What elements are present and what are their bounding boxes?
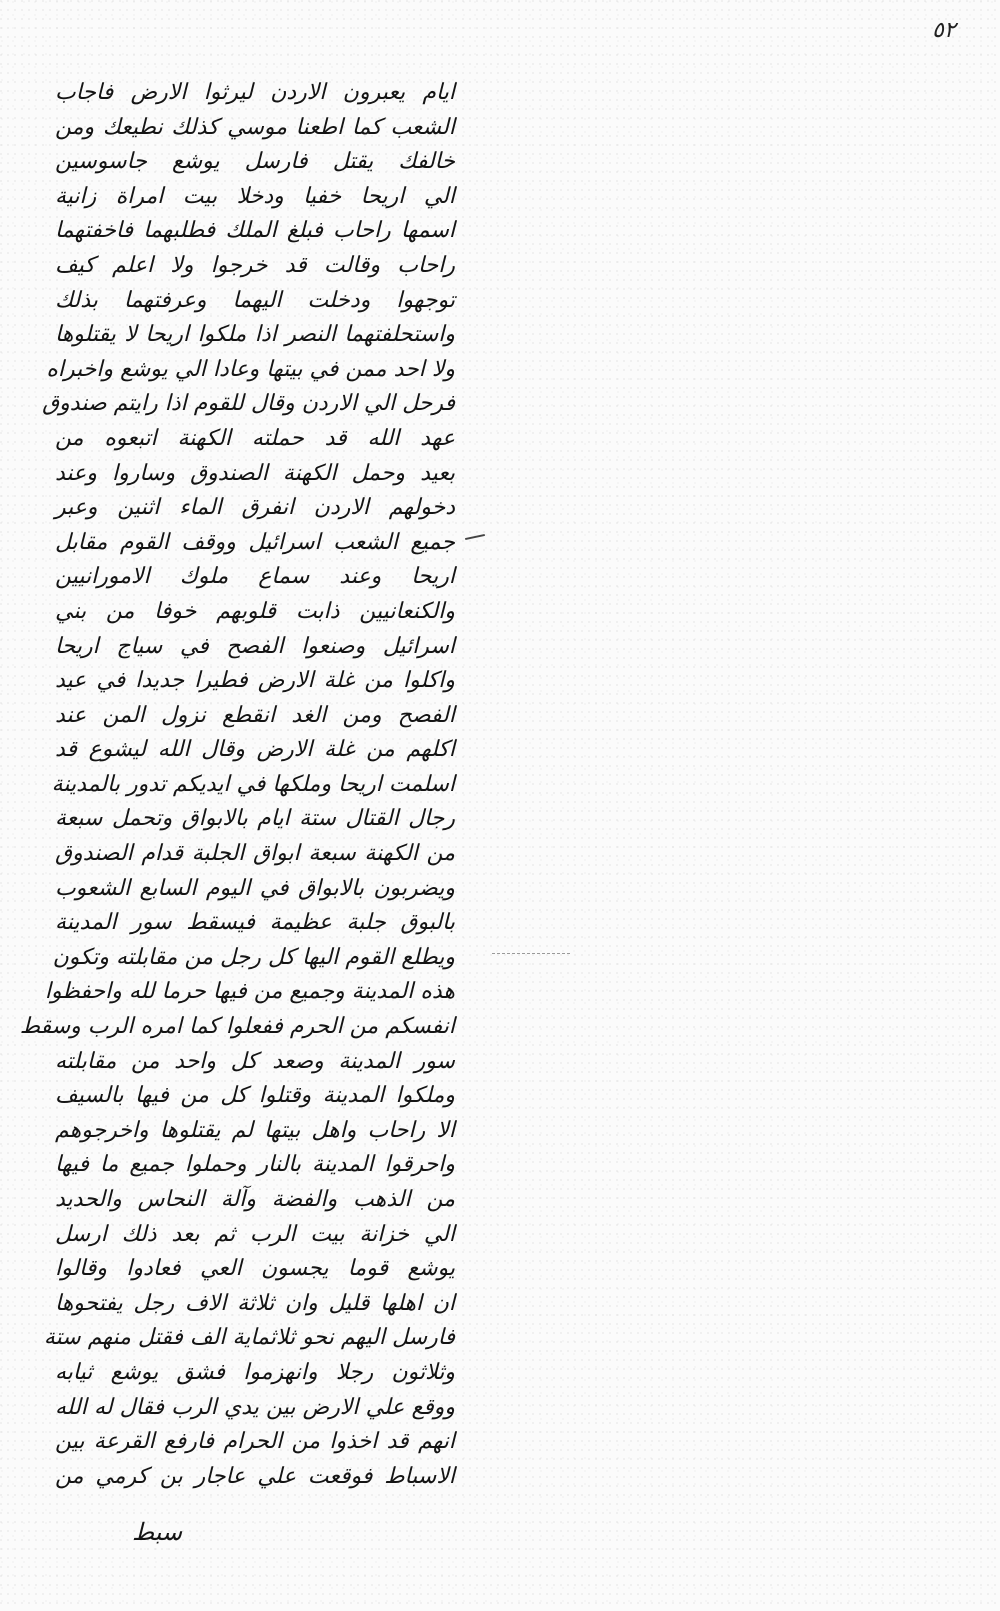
text-line: الفصح ومن الغد انقطع نزول المن عند <box>55 702 455 728</box>
text-line: توجهوا ودخلت اليهما وعرفتهما بذلك <box>55 287 455 313</box>
text-line: ان اهلها قليل وان ثلاثة الاف رجل يفتحوها <box>55 1290 455 1316</box>
text-line: اريحا وعند سماع ملوك الامورانيين <box>55 564 455 590</box>
text-line: سور المدينة وصعد كل واحد من مقابلته <box>55 1048 455 1074</box>
catchword: سبط <box>132 1518 183 1546</box>
text-line: ويضربون بالابواق في اليوم السابع الشعوب <box>55 875 455 901</box>
text-line: رجال القتال ستة ايام بالابواق وتحمل سبعة <box>55 806 455 832</box>
text-line: اسلمت اريحا وملكها في ايديكم تدور بالمدينة <box>51 771 455 797</box>
text-line: اكلهم من غلة الارض وقال الله ليشوع قد <box>55 737 455 763</box>
text-line: يوشع قوما يجسون العي فعادوا وقالوا <box>55 1256 455 1282</box>
text-line: ايام يعبرون الاردن ليرثوا الارض فاجاب <box>55 80 455 105</box>
text-line: الي اريحا خفيا ودخلا بيت امراة زانية <box>55 183 455 209</box>
text-line: والكنعانيين ذابت قلوبهم خوفا من بني <box>55 598 455 624</box>
manuscript-text-block <box>19 76 455 1494</box>
text-line: وثلاثون رجلا وانهزموا فشق يوشع ثيابه <box>55 1359 455 1385</box>
text-line: ويطلع القوم اليها كل رجل من مقابلته وتكون <box>52 944 455 970</box>
text-line: ولا احد ممن في بيتها وعادا الي يوشع واخبراه <box>46 356 455 382</box>
text-line: من الكهنة سبعة ابواق الجلبة قدام الصندوق <box>55 841 455 867</box>
text-line: الي خزانة بيت الرب ثم بعد ذلك ارسل <box>55 1221 455 1247</box>
text-line: وملكوا المدينة وقتلوا كل من فيها بالسيف <box>55 1083 455 1109</box>
text-line: بعيد وحمل الكهنة الصندوق وساروا وعند <box>55 460 455 486</box>
text-line: عهد الله قد حملته الكهنة اتبعوه من <box>55 425 455 451</box>
text-line: جميع الشعب اسرائيل ووقف القوم مقابل <box>55 529 455 555</box>
text-line: الا راحاب واهل بيتها لم يقتلوها واخرجوهم <box>55 1117 455 1143</box>
text-line: راحاب وقالت قد خرجوا ولا اعلم كيف <box>55 252 455 278</box>
text-line: بالبوق جلبة عظيمة فيسقط سور المدينة <box>55 910 455 936</box>
text-line: انهم قد اخذوا من الحرام فارفع القرعة بين <box>55 1429 455 1455</box>
text-line: دخولهم الاردن انفرق الماء اثنين وعبر <box>55 495 455 521</box>
faint-ruled-mark <box>492 953 570 954</box>
text-line: واستحلفتهما النصر اذا ملكوا اريحا لا يقتلوها <box>55 322 455 348</box>
text-line: فرحل الي الاردن وقال للقوم اذا رايتم صندوق <box>42 391 455 417</box>
text-line: انفسكم من الحرم ففعلوا كما امره الرب وسقط <box>19 1014 455 1040</box>
text-line: واكلوا من غلة الارض فطيرا جديدا في عيد <box>55 668 455 694</box>
text-line: الاسباط فوقعت علي عاجار بن كرمي من <box>55 1463 455 1489</box>
margin-stroke-mark <box>465 534 485 540</box>
text-line: اسمها راحاب فبلغ الملك فطلبهما فاخفتهما <box>55 218 455 244</box>
text-line: ووقع علي الارض بين يدي الرب فقال له الله <box>55 1394 455 1420</box>
text-line: فارسل اليهم نحو ثلاثماية الف فقتل منهم ستة <box>43 1325 455 1351</box>
text-line: خالفك يقتل فارسل يوشع جاسوسين <box>55 149 455 175</box>
page-number: ٥٢ <box>932 18 956 43</box>
text-line: هذه المدينة وجميع من فيها حرما لله واحفظوا <box>44 979 455 1005</box>
text-line: واحرقوا المدينة بالنار وحملوا جميع ما فيها <box>55 1152 455 1178</box>
text-line: اسرائيل وصنعوا الفصح في سياج اريحا <box>55 633 455 659</box>
text-line: الشعب كما اطعنا موسي كذلك نطيعك ومن <box>55 114 455 140</box>
text-line: من الذهب والفضة وآلة النحاس والحديد <box>55 1187 455 1212</box>
